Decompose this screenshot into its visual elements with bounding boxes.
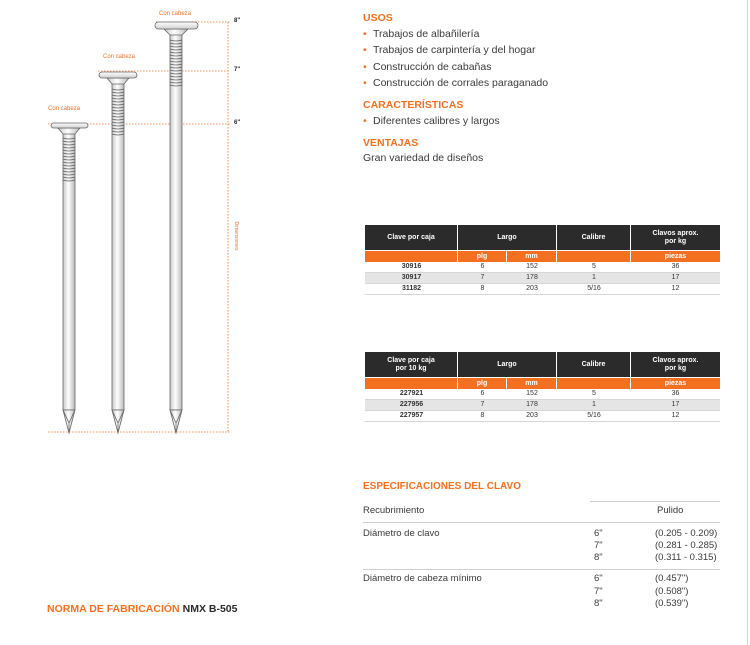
cell-piezas: 12 bbox=[631, 411, 720, 422]
nail-6in-head-label: Con cabeza bbox=[48, 106, 81, 112]
nail-drawing bbox=[0, 0, 260, 450]
nail-diameter-label: Diámetro de clavo bbox=[363, 528, 440, 539]
nail-diameter-size: 7" bbox=[594, 540, 603, 551]
nail-8in-shaft bbox=[170, 34, 182, 410]
unit-empty bbox=[365, 251, 458, 262]
nail-7in-neck bbox=[107, 78, 129, 84]
unit-plg: plg bbox=[458, 378, 507, 389]
head-diameter-value: (0.539") bbox=[655, 598, 689, 609]
table-header-row bbox=[365, 352, 720, 377]
nail-6in-neck bbox=[58, 128, 80, 134]
nail-diameter-size: 8" bbox=[594, 552, 603, 563]
nail-diameter-value: (0.311 - 0.315) bbox=[655, 552, 717, 563]
table-row bbox=[365, 284, 720, 295]
head-diameter-size: 7" bbox=[594, 586, 603, 597]
ventajas-text: Gran variedad de diseños bbox=[363, 152, 484, 164]
table-header-row bbox=[365, 225, 720, 250]
table-row bbox=[365, 262, 720, 273]
unit-mm: mm bbox=[507, 378, 557, 389]
nail-8in bbox=[155, 22, 198, 433]
cell-mm: 178 bbox=[507, 273, 557, 284]
unit-piezas: piezas bbox=[631, 251, 720, 262]
unit-piezas: piezas bbox=[631, 378, 720, 389]
unit-empty bbox=[365, 378, 458, 389]
head-diameter-size: 6" bbox=[594, 573, 603, 584]
header-calibre: Calibre bbox=[557, 225, 631, 250]
table-units-row bbox=[365, 251, 720, 262]
cell-plg: 8 bbox=[458, 411, 507, 422]
cell-calibre: 1 bbox=[557, 400, 631, 411]
table-clave-por-caja-10kg bbox=[365, 352, 720, 422]
table-row bbox=[365, 400, 720, 411]
specs-divider bbox=[590, 501, 720, 502]
nail-7in-head-label: Con cabeza bbox=[103, 54, 136, 60]
head-diameter-value: (0.508") bbox=[655, 586, 689, 597]
head-diameter-value: (0.457") bbox=[655, 573, 689, 584]
cell-piezas: 36 bbox=[631, 389, 720, 400]
cell-plg: 7 bbox=[458, 273, 507, 284]
table-units-row bbox=[365, 378, 720, 389]
nail-7in-head bbox=[99, 72, 137, 78]
coating-label: Recubrimiento bbox=[363, 505, 425, 516]
cell-piezas: 12 bbox=[631, 284, 720, 295]
nail-8in-head bbox=[155, 22, 198, 29]
cell-calibre: 5/16 bbox=[557, 411, 631, 422]
cell-mm: 152 bbox=[507, 262, 557, 273]
caracteristicas-title: CARACTERÍSTICAS bbox=[363, 99, 464, 111]
page-right-border bbox=[747, 0, 748, 645]
cell-piezas: 17 bbox=[631, 400, 720, 411]
nail-diameter-value: (0.281 - 0.285) bbox=[655, 540, 718, 551]
caracteristicas-item: •Diferentes calibres y largos bbox=[363, 115, 500, 127]
cell-piezas: 17 bbox=[631, 273, 720, 284]
table-clave-por-caja bbox=[365, 225, 720, 295]
head-diameter-size: 8" bbox=[594, 598, 603, 609]
cell-clave: 31182 bbox=[365, 284, 458, 295]
specs-title: ESPECIFICACIONES DEL CLAVO bbox=[363, 481, 521, 492]
bullet-icon bbox=[363, 61, 373, 73]
cell-calibre: 5 bbox=[557, 262, 631, 273]
size-label-8in: 8" bbox=[234, 18, 241, 24]
bullet-icon bbox=[363, 115, 373, 127]
coating-value: Pulido bbox=[657, 505, 684, 516]
header-largo: Largo bbox=[458, 225, 557, 250]
nail-diameter-value: (0.205 - 0.209) bbox=[655, 528, 718, 539]
bullet-icon bbox=[363, 77, 373, 89]
usos-item: •Construcción de cabañas bbox=[363, 61, 492, 73]
nail-8in-head-label: Con cabeza bbox=[159, 11, 192, 17]
cell-clave: 227956 bbox=[365, 400, 458, 411]
cell-clave: 227921 bbox=[365, 389, 458, 400]
norma-label: NORMA DE FABRICACIÓN bbox=[47, 603, 180, 615]
header-clavos: Clavos aprox. por kg bbox=[631, 352, 720, 377]
unit-empty bbox=[557, 378, 631, 389]
norma-value: NMX B-505 bbox=[182, 603, 238, 615]
cell-calibre: 1 bbox=[557, 273, 631, 284]
nail-6in bbox=[51, 123, 88, 433]
cell-plg: 6 bbox=[458, 389, 507, 400]
table-row bbox=[365, 389, 720, 400]
size-label-7in: 7" bbox=[234, 67, 241, 73]
size-label-6in: 6" bbox=[234, 120, 241, 126]
cell-clave: 30917 bbox=[365, 273, 458, 284]
nail-6in-head bbox=[51, 123, 88, 128]
usos-item: •Trabajos de carpintería y del hogar bbox=[363, 44, 535, 56]
usos-item: •Trabajos de albañilería bbox=[363, 28, 479, 40]
table-row bbox=[365, 273, 720, 284]
cell-plg: 8 bbox=[458, 284, 507, 295]
usos-title: USOS bbox=[363, 12, 393, 24]
table-row bbox=[365, 411, 720, 422]
cell-calibre: 5 bbox=[557, 389, 631, 400]
norma-fabricacion bbox=[47, 603, 237, 615]
nail-7in bbox=[99, 72, 137, 433]
unit-empty bbox=[557, 251, 631, 262]
head-diameter-label: Diámetro de cabeza mínimo bbox=[363, 573, 482, 584]
header-largo: Largo bbox=[458, 352, 557, 377]
specs-divider bbox=[363, 569, 720, 570]
cell-piezas: 36 bbox=[631, 262, 720, 273]
specs-divider bbox=[363, 522, 720, 523]
dimension-label: Dimensiones bbox=[233, 221, 239, 251]
cell-mm: 203 bbox=[507, 284, 557, 295]
header-clave: Clave por caja por 10 kg bbox=[365, 352, 458, 377]
usos-item: •Construcción de corrales paraganado bbox=[363, 77, 548, 89]
unit-mm: mm bbox=[507, 251, 557, 262]
cell-calibre: 5/16 bbox=[557, 284, 631, 295]
nail-diameter-size: 6" bbox=[594, 528, 603, 539]
bullet-icon bbox=[363, 44, 373, 56]
header-clavos: Clavos aprox. por kg bbox=[631, 225, 720, 250]
cell-plg: 6 bbox=[458, 262, 507, 273]
bullet-icon bbox=[363, 28, 373, 40]
cell-clave: 227957 bbox=[365, 411, 458, 422]
cell-clave: 30916 bbox=[365, 262, 458, 273]
header-calibre: Calibre bbox=[557, 352, 631, 377]
cell-mm: 203 bbox=[507, 411, 557, 422]
cell-mm: 178 bbox=[507, 400, 557, 411]
unit-plg: plg bbox=[458, 251, 507, 262]
header-clave: Clave por caja bbox=[365, 225, 458, 250]
cell-plg: 7 bbox=[458, 400, 507, 411]
nail-8in-neck bbox=[164, 29, 188, 35]
cell-mm: 152 bbox=[507, 389, 557, 400]
ventajas-title: VENTAJAS bbox=[363, 137, 419, 149]
